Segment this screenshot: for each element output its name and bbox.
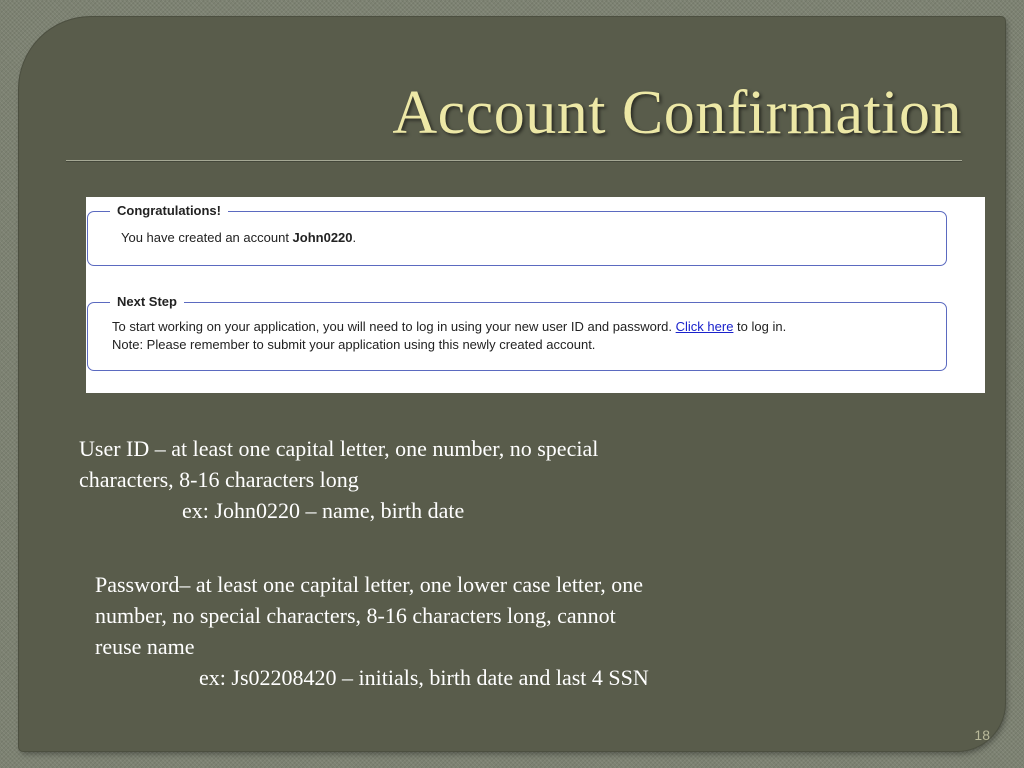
user-id-line-2: characters, 8-16 characters long [79, 467, 359, 492]
password-line-2: number, no special characters, 8-16 characters long, cannot [95, 603, 616, 628]
password-line-1: Password– at least one capital letter, one lower case letter, one [95, 572, 644, 597]
login-instruction-text: To start working on your application, you will need to log in using your new user ID and password. [112, 319, 676, 334]
submit-note: Note: Please remember to submit your application using this newly created account. [112, 337, 596, 352]
title-divider [66, 160, 962, 161]
login-instruction-suffix: to log in. [733, 319, 787, 334]
account-name: John0220 [292, 230, 353, 245]
password-line-3: reuse name [95, 634, 195, 659]
account-created-message [121, 230, 356, 246]
password-rules [95, 569, 875, 693]
slide-title: Account Confirmation [392, 79, 962, 147]
congratulations-fieldset [87, 203, 947, 266]
login-instruction [112, 319, 786, 335]
next-step-legend: Next Step [110, 294, 184, 310]
password-example: ex: Js02208420 – initials, birth date and last 4 SSN [199, 665, 649, 690]
user-id-rules [79, 433, 819, 526]
congratulations-legend: Congratulations! [110, 203, 228, 219]
user-id-line-1: User ID – at least one capital letter, one number, no special [79, 436, 599, 461]
page-number: 18 [974, 727, 990, 743]
confirmation-screenshot [86, 197, 985, 393]
account-created-text: You have created an account [121, 230, 293, 245]
click-here-link[interactable]: Click here [675, 319, 734, 334]
account-created-suffix: . [352, 230, 357, 245]
next-step-fieldset [87, 294, 947, 371]
user-id-example: ex: John0220 – name, birth date [182, 498, 465, 523]
